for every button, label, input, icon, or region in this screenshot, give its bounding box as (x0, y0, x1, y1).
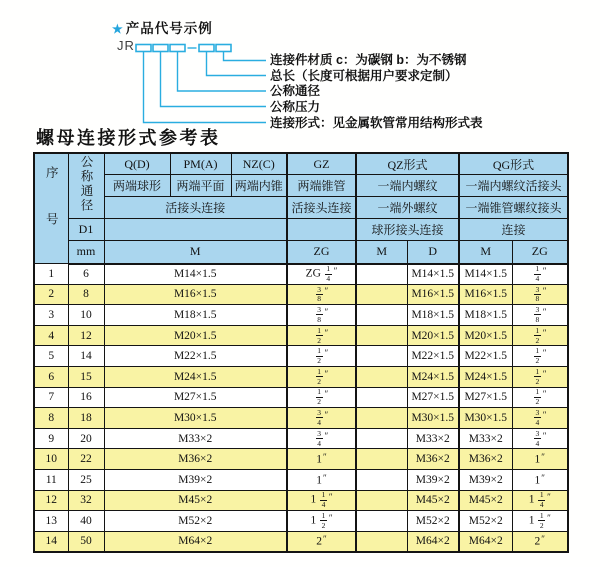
header-qz-connection: 球形接头连接 (356, 218, 459, 241)
cell-qz_m (356, 366, 407, 387)
fraction: $\frac{1}{4}$ (535, 264, 540, 284)
fraction: $\frac{1}{2}$ (317, 346, 321, 366)
cell-qz_d: M16×1.5 (407, 284, 459, 305)
header-nz: NZ(C) (231, 153, 287, 175)
cell-no: 7 (34, 387, 68, 408)
inch-mark: ″ (324, 368, 329, 379)
cell-qg_m: M39×2 (459, 469, 512, 490)
cell-qz_m (356, 264, 407, 285)
table-row (34, 490, 568, 511)
header-gz: GZ (287, 153, 356, 175)
fraction: $\frac{1}{2}$ (535, 325, 540, 345)
cell-dn: 14 (68, 346, 104, 367)
header-q: Q(D) (104, 153, 170, 175)
cell-m: M52×2 (104, 511, 287, 532)
cell-zg (287, 428, 356, 449)
cell-zg (287, 325, 356, 346)
cell-qz_m (356, 469, 407, 490)
table-row (34, 325, 568, 346)
cell-m: M36×2 (104, 449, 287, 470)
cell-zg (287, 366, 356, 387)
header-q-sub: 两端球形 (104, 175, 170, 197)
cell-m: M39×2 (104, 469, 287, 490)
label-diameter: 公称通径 (270, 84, 321, 98)
fraction: $\frac{1}{4}$ (326, 264, 331, 284)
cell-no: 13 (34, 511, 68, 532)
leader-line-pressure (161, 52, 267, 107)
cell-no: 5 (34, 346, 68, 367)
cell-zg: ZG $\frac{1}{4}$ ″ (287, 264, 356, 285)
cell-no: 10 (34, 449, 68, 470)
cell-m: M20×1.5 (104, 325, 287, 346)
cell-no: 14 (34, 531, 68, 552)
cell-no: 1 (34, 264, 68, 285)
inch-mark: ″ (324, 348, 329, 359)
cell-no: 8 (34, 408, 68, 429)
leader-line-material (224, 52, 267, 61)
cell-qz_m (356, 490, 407, 511)
inch-mark: ″ (547, 492, 551, 503)
cell-qg_zg: 1 $\frac{1}{4}$ ″ (512, 490, 568, 511)
inch-mark: ″ (542, 389, 547, 400)
cell-m: M16×1.5 (104, 284, 287, 305)
table-row (34, 284, 568, 305)
cell-qz_d: M27×1.5 (407, 387, 459, 408)
inch-mark: ″ (323, 452, 327, 463)
cell-dn: 6 (68, 264, 104, 285)
header-m: M (104, 241, 287, 264)
header-qg-m: M (459, 241, 512, 264)
cell-zg: 1″ (287, 469, 356, 490)
header-gz-sub: 两端锥管 (287, 175, 356, 197)
cell-qg_zg (512, 428, 568, 449)
inch-mark: ″ (547, 512, 551, 523)
diagram-title-text: 产品代号示例 (125, 21, 213, 36)
code-box-2 (153, 45, 168, 52)
cell-qz_m (356, 325, 407, 346)
header-gz-connection: 活接头连接 (287, 196, 356, 218)
star-icon: ★ (112, 22, 124, 36)
inch-mark: ″ (328, 492, 333, 503)
cell-qz_d: M52×2 (407, 511, 459, 532)
table-row (34, 387, 568, 408)
cell-qz_m (356, 428, 407, 449)
inch-mark: ″ (333, 266, 338, 276)
leader-line-form (144, 52, 267, 123)
table-row (34, 428, 568, 449)
cell-qg_m: M14×1.5 (459, 264, 512, 285)
inch-mark: ″ (324, 389, 329, 400)
cell-zg: 1 $\frac{1}{2}$ ″ (287, 511, 356, 532)
fraction: $\frac{1}{4}$ (321, 490, 326, 510)
table-row (34, 264, 568, 285)
cell-m: M45×2 (104, 490, 287, 511)
cell-dn: 8 (68, 284, 104, 305)
cell-qg_m: M20×1.5 (459, 325, 512, 346)
cell-zg (287, 387, 356, 408)
inch-mark: ″ (542, 368, 547, 379)
cell-m: M27×1.5 (104, 387, 287, 408)
cell-qg_zg (512, 346, 568, 367)
header-d1: D1 (68, 218, 104, 241)
fraction: $\frac{3}{8}$ (535, 305, 540, 324)
label-length: 总长（长度可根据用户要求定制） (270, 68, 458, 83)
leader-line-length (207, 52, 267, 76)
cell-qg_m: M18×1.5 (459, 305, 512, 326)
label-form: 连接形式：见金属软管常用结构形式表 (270, 115, 483, 130)
cell-m: M14×1.5 (104, 264, 287, 285)
cell-zg (287, 408, 356, 429)
cell-qg_m: M30×1.5 (459, 408, 512, 429)
fraction: $\frac{1}{2}$ (317, 325, 321, 345)
header-qg-sub2: 一端锥管螺纹接头 (459, 196, 568, 218)
fraction: $\frac{3}{4}$ (317, 428, 321, 448)
cell-qz_d: M14×1.5 (407, 264, 459, 285)
cell-qz_m (356, 449, 407, 470)
cell-qz_m (356, 531, 407, 552)
cell-qg_m: M16×1.5 (459, 284, 512, 305)
inch-mark: ″ (541, 472, 545, 483)
cell-qg_m: M45×2 (459, 490, 512, 511)
cell-no: 9 (34, 428, 68, 449)
cell-qg_m: M52×2 (459, 511, 512, 532)
cell-zg (287, 346, 356, 367)
cell-no: 2 (34, 284, 68, 305)
cell-qg_m: M27×1.5 (459, 387, 512, 408)
cell-m: M64×2 (104, 531, 287, 552)
cell-qz_d: M36×2 (407, 449, 459, 470)
cell-qg_zg: 1″ (512, 469, 568, 490)
header-qg-zg: ZG (512, 241, 568, 264)
header-zg: ZG (287, 241, 356, 264)
table-row (34, 449, 568, 470)
cell-qz_d: M22×1.5 (407, 346, 459, 367)
header-qz-m: M (356, 241, 407, 264)
inch-mark: ″ (323, 534, 327, 545)
cell-dn: 50 (68, 531, 104, 552)
cell-zg: 1 $\frac{1}{4}$ ″ (287, 490, 356, 511)
cell-qz_m (356, 408, 407, 429)
cell-qg_m: M24×1.5 (459, 366, 512, 387)
inch-mark: ″ (541, 534, 545, 545)
cell-qz_m (356, 305, 407, 326)
table-row (34, 346, 568, 367)
table-row (34, 408, 568, 429)
cell-dn: 18 (68, 408, 104, 429)
table-row (34, 511, 568, 532)
fraction: $\frac{1}{2}$ (317, 387, 321, 407)
cell-no: 6 (34, 366, 68, 387)
table-row (34, 366, 568, 387)
header-qz-sub2: 一端外螺纹 (356, 196, 459, 218)
header-qz-d: D (407, 241, 459, 264)
inch-mark: ″ (542, 306, 547, 317)
inch-mark: ″ (328, 512, 333, 523)
inch-mark: ″ (324, 327, 329, 338)
code-box-3 (170, 45, 185, 52)
fraction: $\frac{1}{2}$ (317, 366, 321, 386)
table-row (34, 305, 568, 326)
header-qg-connection: 连接 (459, 218, 568, 241)
fraction: $\frac{3}{8}$ (317, 284, 321, 304)
cell-no: 11 (34, 469, 68, 490)
cell-qz_m (356, 387, 407, 408)
inch-mark: ″ (542, 348, 547, 359)
cell-qz_d: M45×2 (407, 490, 459, 511)
cell-dn: 10 (68, 305, 104, 326)
cell-no: 4 (34, 325, 68, 346)
fraction: $\frac{1}{2}$ (535, 346, 540, 366)
fraction: $\frac{1}{2}$ (535, 387, 540, 407)
cell-zg: 1″ (287, 449, 356, 470)
fraction: $\frac{3}{8}$ (535, 284, 540, 304)
inch-mark: ″ (542, 286, 547, 297)
header-seq: 序号 (34, 153, 68, 264)
cell-no: 12 (34, 490, 68, 511)
cell-qg_zg: 2″ (512, 531, 568, 552)
cell-qg_m: M33×2 (459, 428, 512, 449)
cell-qz_m (356, 511, 407, 532)
cell-qg_zg (512, 366, 568, 387)
cell-qz_m (356, 346, 407, 367)
cell-qg_m: M64×2 (459, 531, 512, 552)
cell-qg_zg: 1 $\frac{1}{2}$ ″ (512, 511, 568, 532)
inch-mark: ″ (542, 409, 547, 420)
product-code-prefix: JR (117, 38, 135, 53)
cell-qg_zg (512, 305, 568, 326)
label-pressure: 公称压力 (270, 99, 321, 114)
cell-dn: 16 (68, 387, 104, 408)
cell-dn: 22 (68, 449, 104, 470)
fraction: $\frac{1}{4}$ (539, 490, 544, 510)
inch-mark: ″ (324, 286, 329, 297)
code-box-1 (136, 45, 151, 52)
cell-qg_zg (512, 264, 568, 285)
label-material: 连接件材质 c：为碳钢 b：为不锈钢 (270, 53, 467, 67)
fraction: $\frac{3}{8}$ (317, 305, 321, 324)
cell-m: M18×1.5 (104, 305, 287, 326)
header-union-connection: 活接头连接 (104, 196, 287, 218)
cell-zg: 2″ (287, 531, 356, 552)
cell-qz_d: M64×2 (407, 531, 459, 552)
leader-line-diameter (178, 52, 267, 92)
inch-mark: ″ (323, 472, 327, 483)
header-nz-sub: 两端内锥 (231, 175, 287, 197)
table-row (34, 531, 568, 552)
cell-dn: 40 (68, 511, 104, 532)
fraction: $\frac{3}{4}$ (317, 408, 321, 427)
cell-dn: 32 (68, 490, 104, 511)
header-qg-group: QG形式 (459, 153, 568, 175)
cell-m: M33×2 (104, 428, 287, 449)
cell-qg_zg (512, 387, 568, 408)
header-mm: mm (68, 241, 104, 264)
cell-dn: 15 (68, 366, 104, 387)
cell-qz_m (356, 284, 407, 305)
cell-qg_m: M22×1.5 (459, 346, 512, 367)
cell-qz_d: M20×1.5 (407, 325, 459, 346)
cell-no: 3 (34, 305, 68, 326)
cell-m: M24×1.5 (104, 366, 287, 387)
fraction: $\frac{3}{4}$ (535, 408, 540, 427)
cell-dn: 20 (68, 428, 104, 449)
fraction: $\frac{1}{2}$ (539, 511, 544, 530)
inch-mark: ″ (542, 430, 547, 441)
fraction: $\frac{3}{4}$ (535, 428, 540, 448)
cell-m: M22×1.5 (104, 346, 287, 367)
cell-zg (287, 284, 356, 305)
table-title: 螺母连接形式参考表 (36, 128, 221, 148)
cell-qz_d: M33×2 (407, 428, 459, 449)
cell-dn: 25 (68, 469, 104, 490)
cell-qg_zg (512, 284, 568, 305)
fraction: $\frac{1}{2}$ (535, 366, 540, 386)
header-nominal-diameter: 公称通径 (68, 153, 104, 218)
code-box-4 (199, 45, 214, 52)
table-row (34, 469, 568, 490)
cell-qz_d: M24×1.5 (407, 366, 459, 387)
table-body (34, 264, 568, 552)
cell-qg_zg: 1″ (512, 449, 568, 470)
cell-m: M30×1.5 (104, 408, 287, 429)
cell-dn: 12 (68, 325, 104, 346)
cell-qg_zg (512, 325, 568, 346)
header-qz-group: QZ形式 (356, 153, 459, 175)
inch-mark: ″ (542, 266, 547, 276)
header-pm: PM(A) (170, 153, 231, 175)
cell-qz_d: M18×1.5 (407, 305, 459, 326)
header-pm-sub: 两端平面 (170, 175, 231, 197)
cell-qg_m: M36×2 (459, 449, 512, 470)
inch-mark: ″ (542, 327, 547, 338)
fraction: $\frac{1}{2}$ (321, 511, 326, 530)
nut-connection-reference-table (33, 152, 569, 553)
cell-qg_zg (512, 408, 568, 429)
inch-mark: ″ (324, 409, 329, 420)
header-empty-gz (287, 218, 356, 241)
header-qz-sub1: 一端内螺纹 (356, 175, 459, 197)
inch-mark: ″ (541, 452, 545, 463)
code-box-5 (216, 45, 231, 52)
cell-qz_d: M30×1.5 (407, 408, 459, 429)
inch-mark: ″ (324, 306, 329, 317)
cell-zg (287, 305, 356, 326)
inch-mark: ″ (324, 430, 329, 441)
header-qg-sub1: 一端内螺纹活接头 (459, 175, 568, 197)
cell-qz_d: M39×2 (407, 469, 459, 490)
header-empty-m (104, 218, 287, 241)
